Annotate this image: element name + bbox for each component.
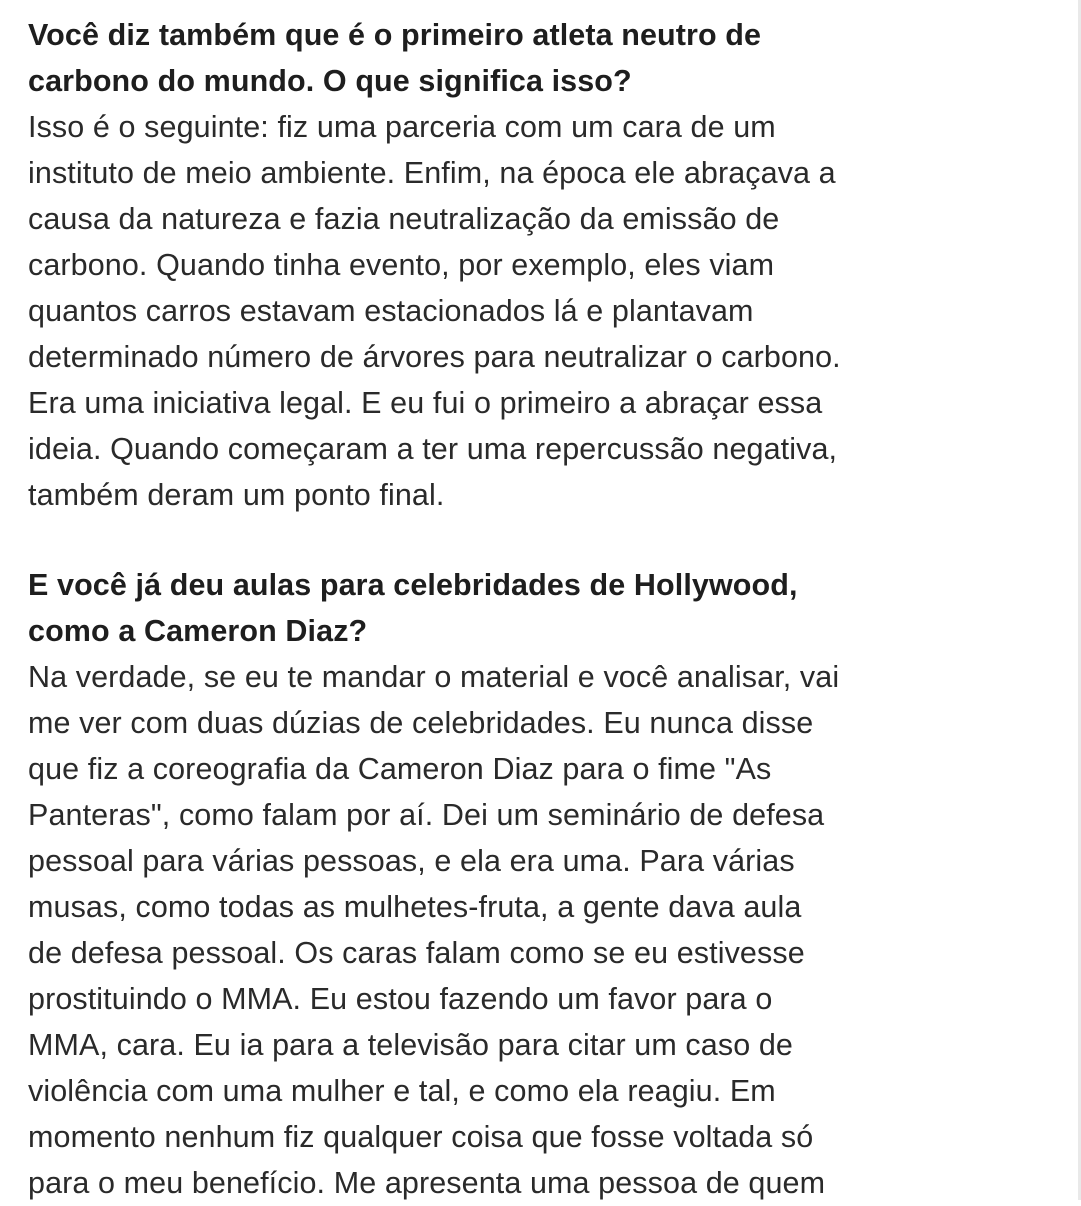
answer-line: Era uma iniciativa legal. E eu fui o primeiro a abraçar essa [28,386,823,420]
answer-line: musas, como todas as mulhetes-fruta, a gente dava aula [28,890,802,924]
question-line: Você diz também que é o primeiro atleta neutro de [28,18,762,52]
answer-line: Panteras", como falam por aí. Dei um seminário de defesa [28,798,825,832]
answer-line: momento nenhum fiz qualquer coisa que fosse voltada só [28,1120,814,1154]
answer-line: quantos carros estavam estacionados lá e plantavam [28,294,754,328]
answer-line: prostituindo o MMA. Eu estou fazendo um favor para o [28,982,773,1016]
answer-line: também deram um ponto final. [28,478,445,512]
answer-line: determinado número de árvores para neutralizar o carbono. [28,340,841,374]
answer-line: pessoal para várias pessoas, e ela era uma. Para várias [28,844,795,878]
paragraph-spacer [28,518,1068,562]
question-line: como a Cameron Diaz? [28,614,368,648]
question-line: E você já deu aulas para celebridades de Hollywood, [28,568,798,602]
answer-line: MMA, cara. Eu ia para a televisão para citar um caso de [28,1028,793,1062]
question-2 [28,562,1068,654]
question-line: carbono do mundo. O que significa isso? [28,64,632,98]
answer-line: de defesa pessoal. Os caras falam como se eu estivesse [28,936,805,970]
answer-line: me ver com duas dúzias de celebridades. Eu nunca disse [28,706,814,740]
answer-line: Na verdade, se eu te mandar o material e você analisar, vai [28,660,840,694]
answer-1 [28,104,1068,518]
answer-line: para o meu benefício. Me apresenta uma pessoa de quem [28,1166,826,1200]
answer-2 [28,654,1068,1206]
article-body [28,12,1068,1206]
answer-line: instituto de meio ambiente. Enfim, na época ele abraçava a [28,156,836,190]
answer-line: Isso é o seguinte: fiz uma parceria com um cara de um [28,110,776,144]
answer-line: carbono. Quando tinha evento, por exemplo, eles viam [28,248,775,282]
answer-line: ideia. Quando começaram a ter uma repercussão negativa, [28,432,838,466]
answer-line: violência com uma mulher e tal, e como ela reagiu. Em [28,1074,776,1108]
answer-line: que fiz a coreografia da Cameron Diaz para o fime "As [28,752,772,786]
question-1 [28,12,1068,104]
answer-line: causa da natureza e fazia neutralização da emissão de [28,202,780,236]
